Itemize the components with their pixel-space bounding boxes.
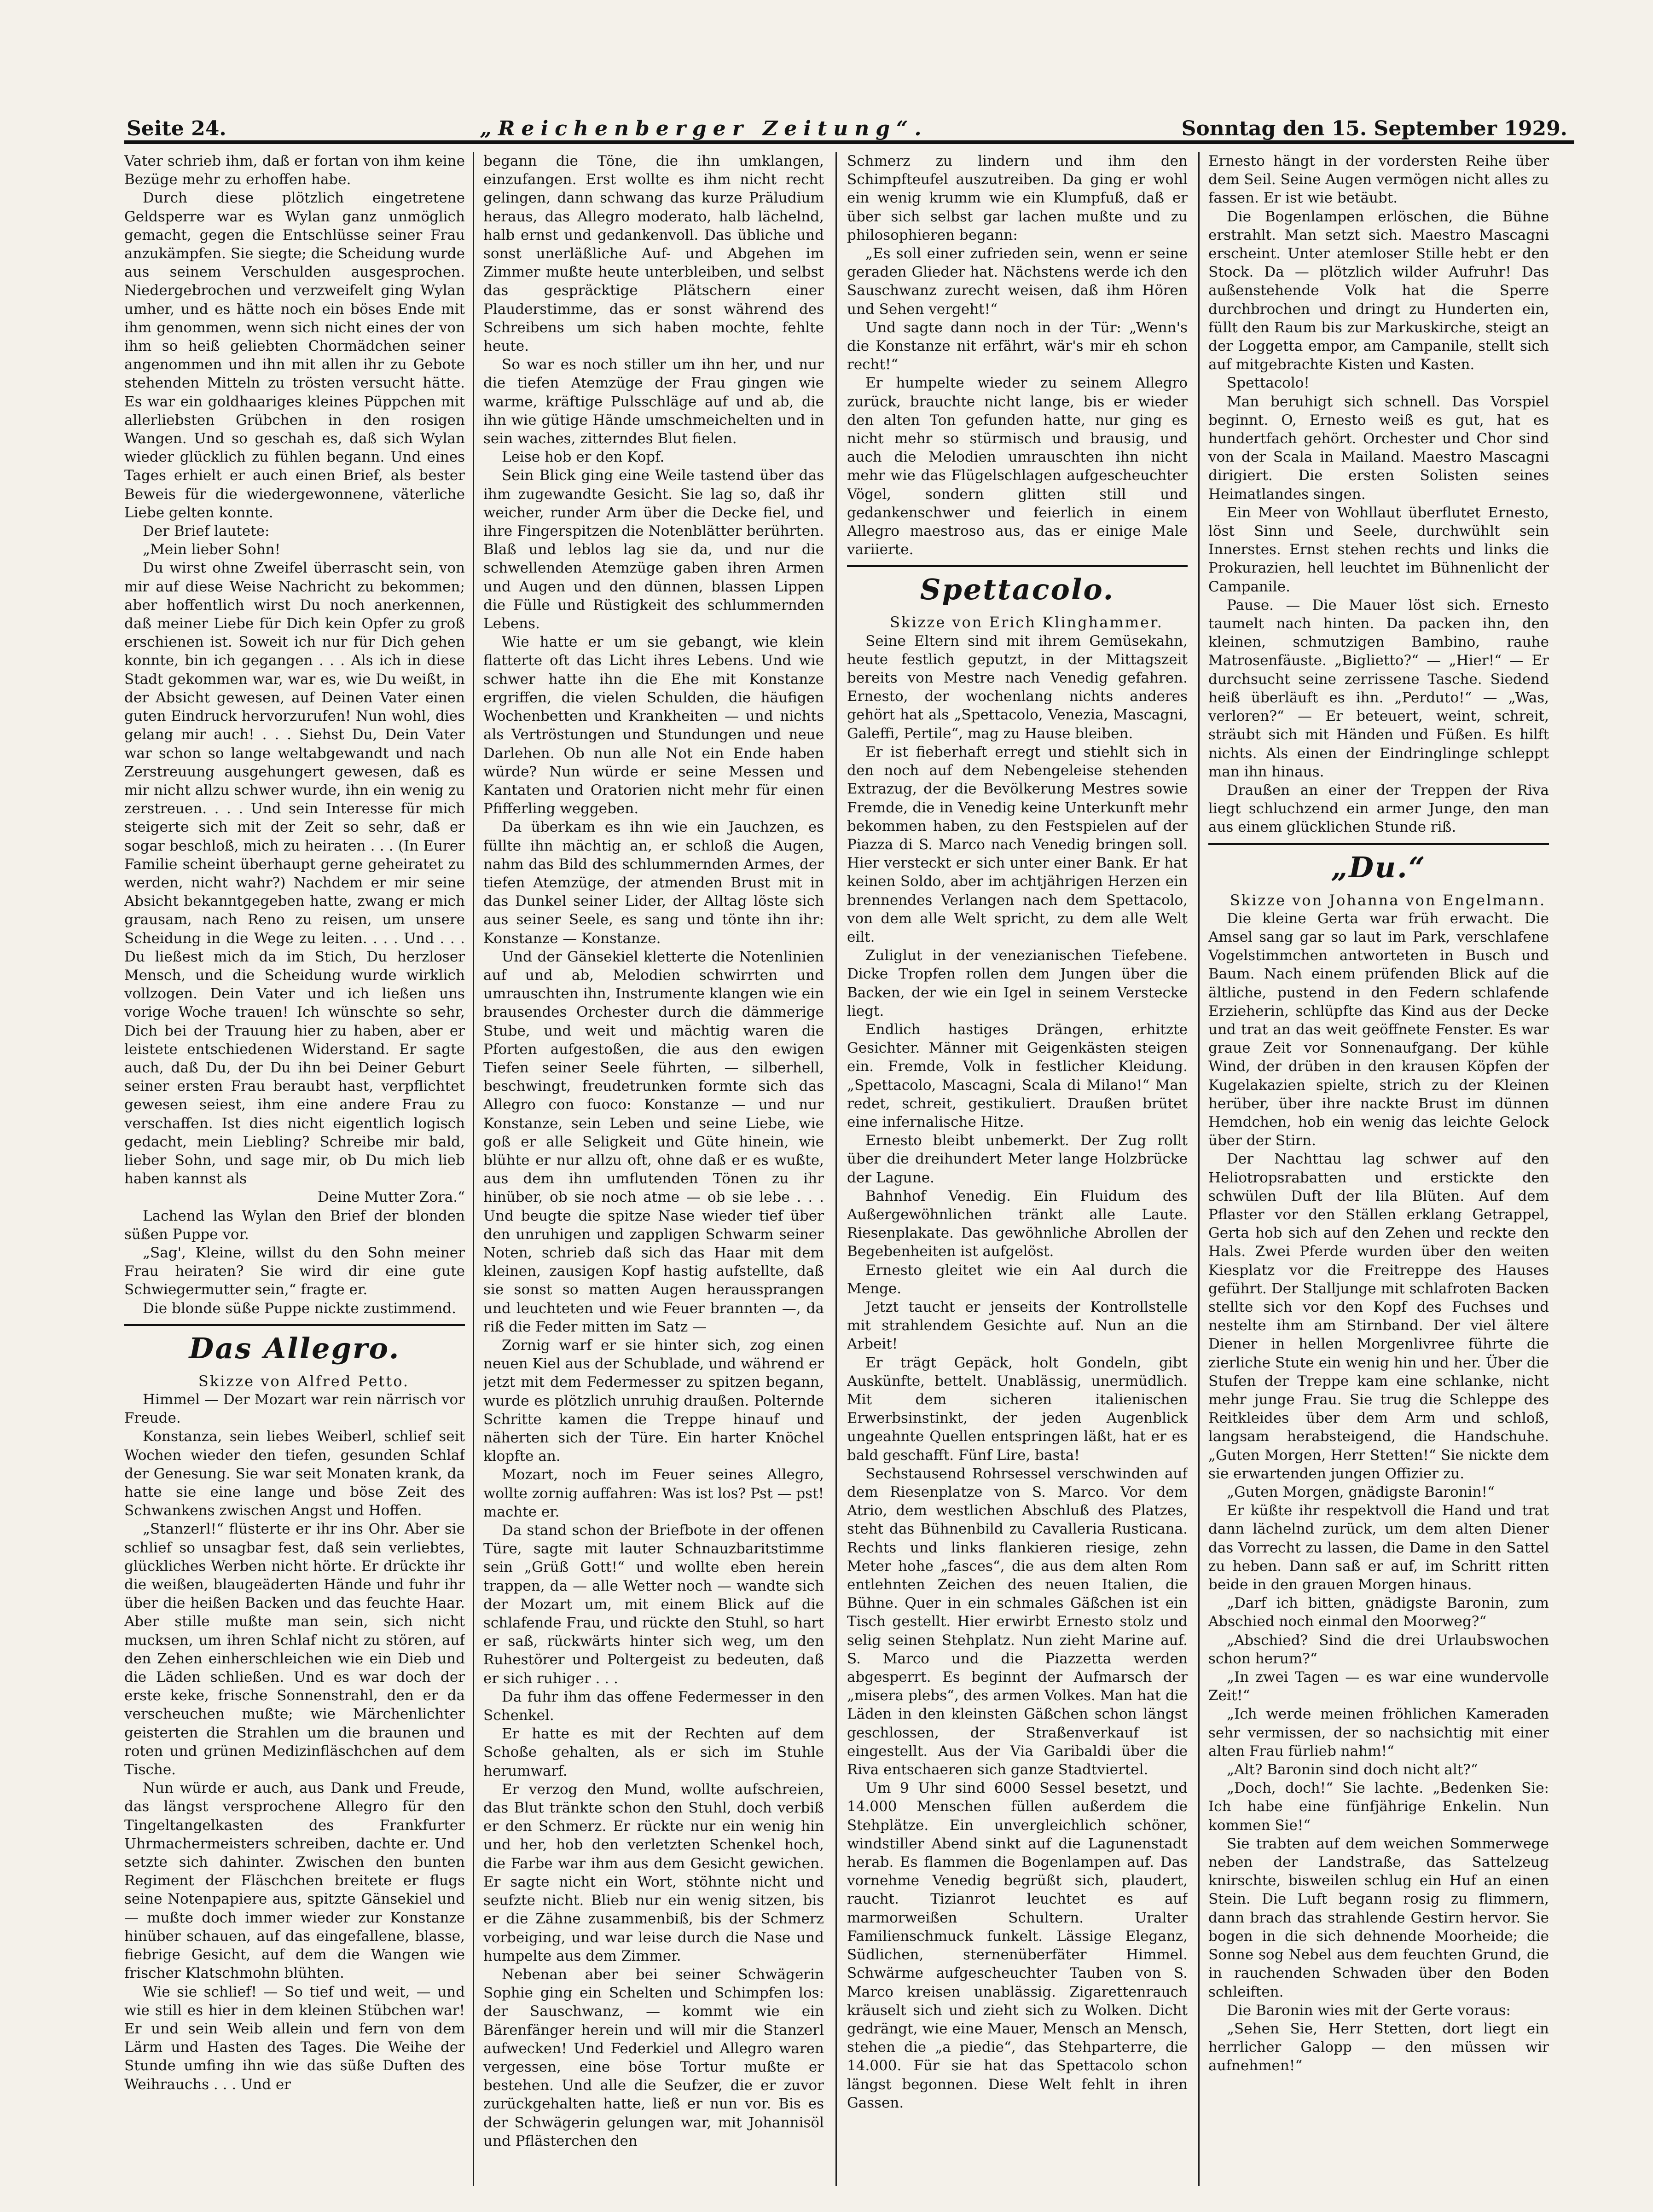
paragraph: Sie trabten auf dem weichen Sommerwege neben der Landstraße, das Sattelzeug knirschte, bisweilen schlug ein Huf an einen Stein. Die Luft begann rosig zu flimmern, dann brach das strahlende Gestirn hervor. Sie bogen in die sich dehnende Moorheide; die Sonne sog Nebel aus dem feuchten Grund, die in rauchenden Schwaden über den Boden schleiften. (1208, 1835, 1549, 2000)
section-rule (124, 1324, 465, 1326)
column-1 (124, 152, 465, 2191)
paragraph: Schmerz zu lindern und ihm den Schimpfteufel auszutreiben. Da ging er wohl ein wenig krumm wie ein Klumpfuß, daß er über sich selbst gar lachen mußte und zu philosophieren begann: (847, 153, 1188, 243)
paragraph: Er verzog den Mund, wollte aufschreien, das Blut tränkte schon den Stuhl, doch verbiß er den Schmerz. Er rückte nur ein wenig hin und her, hob den verletzten Schenkel hoch, die Farbe war ihm aus dem Gesicht gewichen. Er sagte nicht ein Wort, stöhnte nicht und seufzte nicht. Blieb nur ein wenig sitzen, bis er die Zähne zusammenbiß, bis der Schmerz vorbeiging, und war leise durch die Nase und humpelte aus dem Zimmer. (483, 1781, 824, 1964)
paragraph: „Alt? Baronin sind doch nicht alt?“ (1227, 1761, 1478, 1778)
column-divider (473, 152, 474, 2186)
paragraph: Nun würde er auch, aus Dank und Freude, das längst versprochene Allegro für den Tingeltangelkasten des Frankfurter Uhrmachermeisters schreiben, dachte er. Und setzte sich dahinter. Zwischen den bunten Regiment der Fläschchen breitete er flugs seine Notenpapiere aus, spitzte Gänsekiel und — mußte doch immer wieder zur Konstanze hinüber schauen, auf das eingefallene, blasse, fiebrige Gesicht, auf dem die Wangen wie frischer Klatschmohn blühten. (124, 1780, 465, 1982)
issue-date: Sonntag den 15. September 1929. (1181, 117, 1567, 140)
paragraph: Seine Eltern sind mit ihrem Gemüsekahn, heute festlich geputzt, in der Mittagszeit bereits von Mestre nach Venedig gefahren. Ernesto, der wochenlang nichts anderes gehört hat als „Spettacolo, Venezia, Mascagni, Galeffi, Pertile“, mag zu Hause bleiben. (847, 632, 1188, 742)
paragraph: Der Nachttau lag schwer auf den Heliotropsrabatten und erstickte den schwülen Duft der lila Blüten. Auf dem Pflaster vor den Ställen erklang Getrappel, Gerta hob sich auf den Zehen und reckte den Hals. Zwei Pferde wurden über den weiten Kiesplatz vor die Freitreppe des Hauses geführt. Der Stalljunge mit schlafroten Backen stellte sich vor den Kopf des Fuchses und nestelte ihm am Stirnband. Der viel ältere Diener in hellen Morgenlivree führte die zierliche Stute ein wenig hin und her. Über die Stufen der Treppe kam eine schlanke, nicht mehr junge Frau. Sie trug die Schleppe des Reitkleides über dem Arm und schloß, langsam herabsteigend, die Handschuhe. „Guten Morgen, Herr Stetten!“ Sie nickte dem sie erwartenden jungen Offizier zu. (1208, 1151, 1549, 1482)
paragraph: Leise hob er den Kopf. (502, 449, 665, 466)
paragraph: Vater schrieb ihm, daß er fortan von ihm keine Bezüge mehr zu erhoffen habe. (124, 153, 465, 188)
paragraph: begann die Töne, die ihn umklangen, einzufangen. Erst wollte es ihm nicht recht gelingen, dann schwang das kurze Präludium heraus, das Allegro moderato, halb lächelnd, halb ernst und gedankenvoll. Das übliche und sonst unerläßliche Auf- und Abgehen im Zimmer mußte heute unterbleiben, und selbst das gespräcktige Plätschern einer Plauderstimme, das er sonst während des Schreibens um sich haben mochte, fehlte heute. (483, 153, 824, 355)
paragraph: Draußen an einer der Treppen der Riva liegt schluchzend ein armer Junge, den man aus einem glücklichen Stunde riß. (1208, 782, 1549, 836)
paragraph: „Darf ich bitten, gnädigste Baronin, zum Abschied noch einmal den Moorweg?“ (1208, 1595, 1549, 1630)
paragraph: „Sehen Sie, Herr Stetten, dort liegt ein herrlicher Galopp — den müssen wir aufnehmen!“ (1208, 2020, 1549, 2074)
paragraph: „Stanzerl!“ flüsterte er ihr ins Ohr. Aber sie schlief so unsagbar fest, daß sein verliebtes, glückliches Werben nicht hörte. Er drückte ihr die weißen, blaugeäderten Hände und fuhr ihr über die heißen Backen und das feuchte Haar. Aber stille mußte man sein, sich nicht mucksen, um ihren Schlaf nicht zu stören, auf den Zehen einherschleichen wie ein Dieb und die Läden schließen. Und es war doch der erste keke, frische Sonnenstrahl, den er da verscheuchen mußte; wie Märchenlichter geisterten die Strahlen um die braunen und roten und grünen Medizinfläschchen auf dem Tische. (124, 1521, 465, 1778)
story-byline: Skizze von Erich Klinghammer. (890, 614, 1163, 631)
paragraph: „Doch, doch!“ Sie lachte. „Bedenken Sie: Ich habe eine fünfjährige Enkelin. Nun kommen Sie!“ (1208, 1780, 1549, 1834)
newspaper-title: „Reichenberger Zeitung“. (480, 117, 928, 140)
paragraph: Ein Meer von Wohllaut überflutet Ernesto, löst Sinn und Seele, durchwühlt sein Innerstes. Ernst stehen rechts und links die Prokurazien, hell leuchtet im Bühnenlicht der Campanile. (1208, 504, 1549, 595)
paragraph: Und der Gänsekiel kletterte die Notenlinien auf und ab, Melodien schwirrten und umrauschten ihn, Instrumente klangen wie ein brausendes Orchester durch die dämmerige Stube, und weit und mächtig waren die Pforten aufgestoßen, die aus den ewigen Tiefen seiner Seele führten, — silberhell, beschwingt, freudetrunken formte sich das Allegro con fuoco: Konstanze — und nur Konstanze, sein Leben und seine Liebe, wie goß er alle Seligkeit und Güte hinein, wie blühte er nur allzu oft, ohne daß er es wußte, aus dem ihn umflutenden Tönen zu ihr hinüber, ob sie noch atme — ob sie lebe . . . Und beugte die spitze Nase wieder tief über den unruhigen und zappligen Schwarm seiner Noten, schrieb daß sich das Haar mit dem kleinen, zausigen Kopf hastig aufstellte, daß sie sonst so matten Augen heraussprangen und leuchteten und wie Feuer brannten —, da riß die Feder mitten im Satz — (483, 948, 824, 1335)
column-4 (1208, 152, 1549, 2191)
paragraph: Er küßte ihr respektvoll die Hand und trat dann lächelnd zurück, um dem alten Diener das Vorrecht zu lassen, die Dame in den Sattel zu heben. Dann saß er auf, im Schritt ritten beide in den grauen Morgen hinaus. (1208, 1502, 1549, 1593)
section-rule (847, 565, 1188, 567)
paragraph: Ernesto hängt in der vordersten Reihe über dem Seil. Seine Augen vermögen nicht alles zu fassen. Er ist wie betäubt. (1208, 153, 1549, 207)
story-byline: Skizze von Johanna von Engelmann. (1230, 891, 1546, 909)
paragraph: „Guten Morgen, gnädigste Baronin!“ (1227, 1484, 1495, 1501)
paragraph: Die Bogenlampen erlöschen, die Bühne erstrahlt. Man setzt sich. Maestro Mascagni erscheint. Unter atemloser Stille hebt er den Stock. Da — plötzlich wilder Aufruhr! Das außenstehende Volk hat die Sperre durchbrochen und dringt zu Hunderten ein, füllt den Raum bis zur Markuskirche, steigt an der Loggetta empor, am Campanile, stellt sich auf mitgebrachte Kisten und Kasten. (1208, 208, 1549, 373)
paragraph: „Ich werde meinen fröhlichen Kameraden sehr vermissen, der so nachsichtig mit einer alten Frau fürlieb nahm!“ (1208, 1706, 1549, 1760)
paragraph: Er trägt Gepäck, holt Gondeln, gibt Auskünfte, bettelt. Unablässig, unermüdlich. Mit dem sicheren italienischen Erwerbsinstinkt, der jeden Augenblick ungeahnte Quellen entspringen läßt, hat er es bald geschafft. Fünf Lire, basta! (847, 1354, 1188, 1464)
column-2 (483, 152, 824, 2191)
paragraph: Jetzt taucht er jenseits der Kontrollstelle mit strahlendem Gesichte auf. Nun an die Arbeit! (847, 1298, 1188, 1353)
story-title: „Du.“ (1331, 850, 1427, 884)
paragraph: Er ist fieberhaft erregt und stiehlt sich in den noch auf dem Nebengeleise stehenden Extrazug, der die Bevölkerung Mestres sowie Fremde, die in Venedig keine Unterkunft mehr bekommen haben, zu den Festspielen auf der Piazza di S. Marco nach Venedig bringen soll. Hier versteckt er sich unter einer Bank. Er hat keinen Soldo, aber im achtjährigen Herzen ein brennendes Verlangen nach dem Spettacolo, von dem alle Welt spricht, zu dem alle Welt eilt. (847, 743, 1188, 945)
paragraph: Die Baronin wies mit der Gerte voraus: (1227, 2002, 1511, 2019)
paragraph: Sein Blick ging eine Weile tastend über das ihm zugewandte Gesicht. Sie lag so, daß ihr weicher, runder Arm über die Decke fiel, und ihre Fingerspitzen die Notenblätter berührten. Blaß und leblos lag sie da, und nur die schwellenden Atemzüge gaben ihren Armen und Augen und den dünnen, blassen Lippen die Fülle und Rüstigkeit des schlummernden Lebens. (483, 467, 824, 632)
paragraph: Bahnhof Venedig. Ein Fluidum des Außergewöhnlichen tränkt alle Laute. Riesenplakate. Das gewöhnliche Abrollen der Begebenheiten ist aufgelöst. (847, 1187, 1188, 1260)
paragraph: Und sagte dann noch in der Tür: „Wenn's die Konstanze nit erfährt, wär's mir eh schon recht!“ (847, 319, 1188, 373)
column-3 (847, 152, 1188, 2191)
paragraph: Der Brief lautete: (143, 523, 270, 540)
paragraph: Er humpelte wieder zu seinem Allegro zurück, brauchte nicht lange, bis er wieder den alten Ton gefunden hatte, nur ging es nicht mehr so stürmisch und brausig, und auch die Melodien umrauschten ihn nicht mehr wie das Flügelschlagen aufgescheuchter Vögel, sondern glitten still und gedankenschwer und feierlich in einem Allegro maestroso aus, das er einige Male variierte. (847, 375, 1188, 558)
paragraph: Sechstausend Rohrsessel verschwinden auf dem Riesenplatze von S. Marco. Vor dem Atrio, dem westlichen Abschluß des Platzes, steht das Bühnenbild zu Cavalleria Rusticana. Rechts und links flankieren riesige, zehn Meter hohe „fasces“, die aus dem alten Rom entlehnten Zeichen des neuen Italien, die Bühne. Quer in ein schmales Gäßchen ist ein Tisch gestellt. Hier erwirbt Ernesto stolz und selig seinen Stehplatz. Nun zieht Marine auf. S. Marco und die Piazzetta werden abgesperrt. Es beginnt der Aufmarsch der „misera plebs“, des armen Volkes. Man hat die Läden in den kleinsten Gäßchen schon längst geschlossen, der Straßenverkauf ist eingestellt. Aus der Via Garibaldi über die Riva entschaeren sich ganze Stadtviertel. (847, 1465, 1188, 1778)
paragraph: Da fuhr ihm das offene Federmesser in den Schenkel. (483, 1688, 824, 1724)
paragraph: Mozart, noch im Feuer seines Allegro, wollte zornig auffahren: Was ist los? Pst — pst! machte er. (483, 1466, 824, 1520)
paragraph: Zornig warf er sie hinter sich, zog einen neuen Kiel aus der Schublade, und während er jetzt mit dem Federmesser zu spitzen begann, wurde es plötzlich unruhig draußen. Polternde Schritte kamen die Treppe hinauf und näherten sich der Türe. Ein harter Knöchel klopfte an. (483, 1337, 824, 1465)
paragraph: Um 9 Uhr sind 6000 Sessel besetzt, und 14.000 Menschen füllen außerdem die Stehplätze. Ein unvergleichlich schöner, windstiller Abend sinkt auf die Lagunenstadt herab. Es flammen die Bogenlampen auf. Das vornehme Venedig begrüßt sich, plaudert, raucht. Tizianrot leuchtet es auf marmorweißen Schultern. Uralter Familienschmuck funkelt. Lässige Eleganz, Südlichen, sternenüberfäter Himmel. Schwärme aufgescheuchter Tauben von S. Marco kreisen unablässig. Zigarettenrauch kräuselt sich und zieht sich zu Wolken. Dicht gedrängt, wie eine Mauer, Mensch an Mensch, stehen die „a piedie“, das Stehparterre, die 14.000. Für sie hat das Spettacolo schon längst begonnen. Diese Welt fehlt in ihren Gassen. (847, 1780, 1188, 2111)
paragraph: Himmel — Der Mozart war rein närrisch vor Freude. (124, 1391, 465, 1427)
paragraph: Wie sie schlief! — So tief und weit, — und wie still es hier in dem kleinen Stübchen war! Er und sein Weib allein und fern von dem Lärm und Hasten des Tages. Die Weihe der Stunde umfing ihn wie das süße Duften des Weihrauchs . . . Und er (124, 1983, 465, 2093)
paragraph: Endlich hastiges Drängen, erhitzte Gesichter. Männer mit Geigenkästen steigen ein. Fremde, Volk in festlicher Kleidung. „Spettacolo, Mascagni, Scala di Milano!“ Man redet, schreit, gestikuliert. Draußen brütet eine infernalische Hitze. (847, 1021, 1188, 1130)
paragraph: Lachend las Wylan den Brief der blonden süßen Puppe vor. (124, 1207, 465, 1243)
paragraph: Ernesto gleitet wie ein Aal durch die Menge. (847, 1262, 1188, 1297)
paragraph: „Abschied? Sind die drei Urlaubswochen schon herum?“ (1208, 1632, 1549, 1667)
page-header (127, 104, 1567, 140)
paragraph: Durch diese plötzlich eingetretene Geldsperre war es Wylan ganz unmöglich gemacht, gegen die Entschlüsse seiner Frau anzukämpfen. Sie siegte; die Scheidung wurde aus seinem Verschulden ausgesprochen. Niedergebrochen und verzweifelt ging Wylan umher, und es hätte noch ein böses Ende mit ihm genommen, wenn sich nicht eines der von ihm so heiß geliebten Chormädchen seiner angenommen und ihn mit allen ihr zu Gebote stehenden Mitteln zu trösten versucht hätte. Es war ein goldhaariges kleines Püppchen mit allerliebsten Grübchen in den rosigen Wangen. Und so geschah es, daß sich Wylan wieder glücklich zu fühlen begann. Und eines Tages erhielt er auch einen Brief, als bester Beweis für die wiedergewonnene, väterliche Liebe gelten konnte. (124, 190, 465, 521)
letter-signature: Deine Mutter Zora.“ (317, 1189, 465, 1206)
paragraph: „Sag', Kleine, willst du den Sohn meiner Frau heiraten? Sie wird dir eine gute Schwiegermutter sein,“ fragte er. (124, 1244, 465, 1298)
column-divider (835, 152, 837, 2186)
paragraph: Man beruhigt sich schnell. Das Vorspiel beginnt. O, Ernesto weiß es gut, hat es hundertfach gehört. Orchester und Chor sind von der Scala in Mailand. Maestro Mascagni dirigiert. Die ersten Solisten seines Heimatlandes singen. (1208, 393, 1549, 503)
paragraph: Zuliglut in der venezianischen Tiefebene. Dicke Tropfen rollen dem Jungen über die Backen, der wie ein Igel in seinem Verstecke liegt. (847, 947, 1188, 1019)
paragraph: Du wirst ohne Zweifel überrascht sein, von mir auf diese Weise Nachricht zu bekommen; aber hoffentlich wirst Du noch anerkennen, daß meiner Liebe für Dich kein Opfer zu groß erschienen ist. Soweit ich nur für Dich gehen konnte, bin ich gegangen . . . Als ich in diese Stadt gekommen war, war es, wie Du weißt, in der Absicht gewesen, auf Deinen Vater einen guten Eindruck hervorzurufen! Nun wohl, dies gelang mir auch! . . . Siehst Du, Dein Vater war schon so lange weltabgewandt und nach Zerstreuung ausgehungert gewesen, daß es mir nicht allzu schwer wurde, ihn ein wenig zu zerstreuen. . . . Und sein Interesse für mich steigerte sich mit der Zeit so sehr, daß er sogar beschloß, mich zu heiraten . . . (In Eurer Familie scheint überhaupt gerne geheiratet zu werden, nicht wahr?) Nachdem er mir seine Absicht bekanntgegeben hatte, zwang er mich grausam, nach Reno zu reisen, um unsere Scheidung in die Wege zu leiten. . . . Und . . . Du ließest mich da im Stich, Du herzloser Mensch, und die Scheidung wurde wirklich vollzogen. Dein Vater und ich ließen uns vorige Woche trauen! Ich wünschte so sehr, Dich bei der Trauung hier zu haben, aber er leistete entschiedenen Widerstand. Er sagte auch, daß Du, der Du ihn bei Deiner Geburt seiner ersten Frau beraubt hast, verpflichtet gewesen seiest, ihm eine andere Frau zu verschaffen. Ist dies nicht eigentlich logisch gedacht, mein Liebling? Schreibe mir bald, lieber Sohn, und sage mir, ob Du mich lieb haben kannst als (124, 560, 465, 1187)
paragraph: Spettacolo! (1227, 375, 1310, 392)
page-number: Seite 24. (127, 117, 226, 140)
paragraph: „Mein lieber Sohn! (143, 541, 281, 558)
section-rule (1208, 843, 1549, 845)
paragraph: Da überkam es ihn wie ein Jauchzen, es füllte ihn mächtig an, er schloß die Augen, nahm das Bild des schlummernden Armes, der tiefen Atemzüge, der atmenden Brust mit in das Dunkel seiner Lider, der Alltag löste sich aus seiner Seele, es sang und tönte ihn ihr: Konstanze — Konstanze. (483, 819, 824, 947)
paragraph: Da stand schon der Briefbote in der offenen Türe, sagte mit lauter Schnauzbaritstimme sein „Grüß Gott!“ und wollte eben herein trappen, da — alle Wetter noch — wandte sich der Mozart um, mit einem Blick auf die schlafende Frau, und rückte den Stuhl, so hart er saß, rückwärts hinter sich weg, um den Ruhestörer und Poltergeist zu bedeuten, daß er sich ruhiger . . . (483, 1522, 824, 1687)
paragraph: Ernesto bleibt unbemerkt. Der Zug rollt über die dreihundert Meter lange Holzbrücke der Lagune. (847, 1132, 1188, 1186)
column-divider (1198, 152, 1200, 2186)
paragraph: Pause. — Die Mauer löst sich. Ernesto taumelt nach hinten. Da packen ihn, den kleinen, schmutzigen Bambino, rauhe Matrosenfäuste. „Biglietto?“ — „Hier!“ — Er durchsucht seine zerrissene Tasche. Siedend heiß überläuft es ihn. „Perduto!“ — „Was, verloren?“ — Er beteuert, weint, schreit, sträubt sich mit Händen und Füßen. Es hilft nichts. Als einen der Eindringlinge schleppt man ihn hinaus. (1208, 596, 1549, 780)
paragraph: Nebenan aber bei seiner Schwägerin Sophie ging ein Schelten und Schimpfen los: der Sauschwanz, — kommt wie ein Bärenfänger herein und will mir die Stanzerl aufwecken! Und Federkiel und Allegro waren vergessen, eine böse Tortur mußte er bestehen. Und alle die Seufzer, die er zuvor zurückgehalten hatte, ließ er nun vor. Bis es der Schwägerin gelungen war, mit Johannisöl und Pflästerchen den (483, 1966, 824, 2149)
paragraph: Konstanza, sein liebes Weiberl, schlief seit Wochen wieder den tiefen, gesunden Schlaf der Genesung. Sie war seit Monaten krank, da hatte sie eine lange und böse Zeit des Schwankens zwischen Angst und Hoffen. (124, 1428, 465, 1519)
paragraph: So war es noch stiller um ihn her, und nur die tiefen Atemzüge der Frau gingen wie warme, kräftige Pulsschläge auf und ab, die ihn wie gütige Hände umschmeichelten und in sein waches, zitterndes Blut fielen. (483, 356, 824, 447)
paragraph: Die kleine Gerta war früh erwacht. Die Amsel sang gar so laut im Park, verschlafene Vogelstimmchen antworteten in Busch und Baum. Nach einem prüfenden Blick auf die ältliche, pustend in den Federn schlafende Erzieherin, schlüpfte das Kind aus der Decke und trat an das weit geöffnete Fenster. Es war graue Zeit vor Sonnenaufgang. Der kühle Wind, der drüben in den krausen Köpfen der Kugelakazien spielte, strich zu der Kleinen herüber, über ihre nackte Brust im dünnen Hemdchen, hob ein wenig das leichte Gelock über der Stirn. (1208, 910, 1549, 1149)
paragraph: „Es soll einer zufrieden sein, wenn er seine geraden Glieder hat. Nächstens werde ich den Sauschwanz zurecht weisen, daß ihm Hören und Sehen vergeht!“ (847, 245, 1188, 318)
paragraph: Die blonde süße Puppe nickte zustimmend. (143, 1300, 456, 1317)
paragraph: Wie hatte er um sie gebangt, wie klein flatterte oft das Licht ihres Lebens. Und wie schwer hatte ihn die Ehe mit Konstanze ergriffen, die vielen Schulden, die häufigen Wochenbetten und Krankheiten — und nichts als Vertröstungen und Stundungen und neue Darlehen. Ob nun alle Not ein Ende haben würde? Nun würde er seine Messen und Kantaten und Oratorien nicht mehr für einen Pfifferling weggeben. (483, 634, 824, 817)
header-rule (124, 140, 1574, 144)
paragraph: Er hatte es mit der Rechten auf dem Schoße gehalten, als er sich im Stuhle herumwarf. (483, 1726, 824, 1779)
story-title: Das Allegro. (189, 1331, 400, 1365)
paragraph: „In zwei Tagen — es war eine wundervolle Zeit!“ (1208, 1669, 1549, 1704)
story-title: Spettacolo. (920, 573, 1115, 607)
story-byline: Skizze von Alfred Petto. (198, 1372, 410, 1390)
